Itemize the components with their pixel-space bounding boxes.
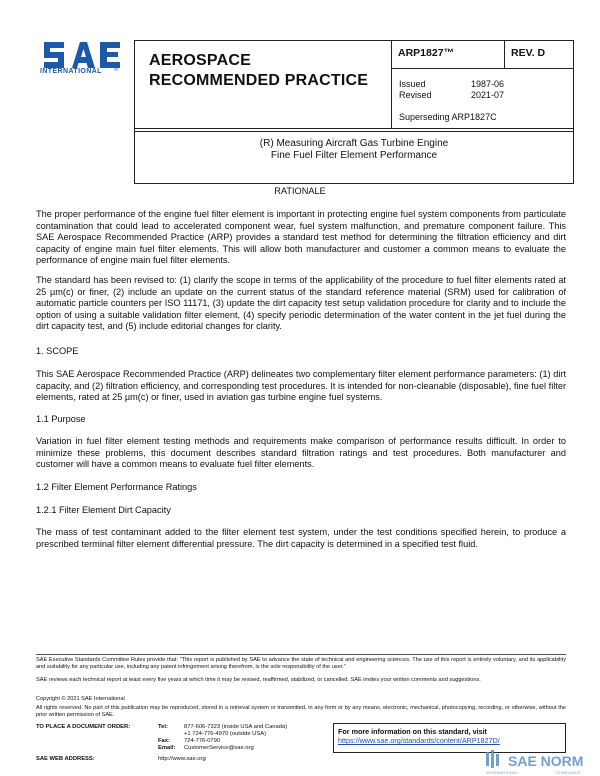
revised-date: 2021-07 — [471, 90, 505, 100]
web-address[interactable]: http://www.sae.org — [158, 756, 206, 762]
footer-rules-note: SAE Executive Standards Committee Rules provide that: “This report is published by SAE to advance the state of technical and engineering sciences. The use of this report is entirely voluntary, and its applicability and suitability for any particular use, including any patent infringement arising therefrom, is the sole responsibility of the user.” — [36, 657, 566, 670]
rationale-paragraph-2: The standard has been revised to: (1) clarify the scope in terms of the applicability of the procedure to fuel filter elements rated at 25 µm(c) or finer, (2) include an update on the current status of the standard reference material (SRM) used for calibration of automatic particle counters per ISO 11171, (3) update the dirt capacity test setup validation procedure for clarity and to include the option of using a suitable validation filter element, (4) specify periodic determination of the water content in the jet fuel during the dirt capacity test, and (5) include editorial changes for clarity. — [36, 275, 566, 331]
document-header — [134, 40, 574, 184]
purpose-paragraph: Variation in fuel filter element testing methods and requirements make comparison of performance results difficult. In order to minimize these problems, this document describes standard filtration ratings and test procedures. Both manufacturer and customer will have a common means to evaluate fuel filter elements. — [36, 436, 566, 469]
superseding-note: Superseding ARP1827C — [399, 112, 497, 122]
logo-wordmark: INTERNATIONAL — [40, 68, 102, 75]
order-label: TO PLACE A DOCUMENT ORDER: — [36, 724, 131, 730]
section-dirt-capacity-heading: 1.2.1 Filter Element Dirt Capacity — [36, 505, 171, 515]
section-purpose-heading: 1.1 Purpose — [36, 414, 86, 424]
fax-number: 724-776-0790 — [184, 738, 221, 744]
standard-link[interactable]: https://www.sae.org/standards/content/ARP1827D/ — [338, 736, 500, 745]
tel-inside-usa: 877-606-7323 (inside USA and Canada) — [184, 724, 288, 730]
email-address[interactable]: CustomerService@sae.org — [184, 745, 254, 751]
footer-rights-note: All rights reserved. No part of this publication may be reproduced, stored in a retrieval system or transmitted, in any form or by any means, electronic, mechanical, photocopying, recording, or otherwise, without the prior written permission of SAE. — [36, 705, 566, 718]
issued-label: Issued — [399, 79, 426, 89]
document-number: ARP1827™ — [398, 47, 455, 59]
scope-paragraph: This SAE Aerospace Recommended Practice (ARP) delineates two complementary filter element performance parameters: (1) dirt capacity, and (2) filtration efficiency, and corresponding test procedures. It is intended for non-cleanable (disposable), fine fuel filter elements, rated at 25 µm(c) or finer, used in aviation gas turbine engine fuel systems. — [36, 369, 566, 402]
tel-outside-usa: +1 724-776-4970 (outside USA) — [184, 731, 267, 737]
footer-review-note: SAE reviews each technical report at least every five years at which time it may be revised, reaffirmed, stabilized, or cancelled. SAE invites your written comments and suggestions. — [36, 677, 481, 683]
dirt-capacity-paragraph: The mass of test contaminant added to the filter element test system, under the test conditions specified herein, to produce a prescribed terminal filter element differential pressure. The dirt capacity is determined in a specified test fluid. — [36, 527, 566, 549]
revision-label: REV. D — [511, 47, 546, 59]
email-label: Email: — [158, 745, 176, 751]
section-ratings-heading: 1.2 Filter Element Performance Ratings — [36, 482, 197, 492]
sae-norm-watermark — [484, 748, 600, 776]
svg-text:INTERNATIONAL: INTERNATIONAL — [486, 770, 518, 775]
more-info-title: For more information on this standard, visit — [338, 727, 487, 736]
svg-text:SAE NORM: SAE NORM — [508, 753, 584, 769]
revised-label: Revised — [399, 90, 432, 100]
document-title: (R) Measuring Aircraft Gas Turbine Engine Fine Fuel Filter Element Performance — [259, 138, 449, 161]
tel-label: Tel: — [158, 724, 168, 730]
document-type: AEROSPACE RECOMMENDED PRACTICE — [149, 52, 369, 89]
fax-label: Fax: — [158, 738, 170, 744]
svg-text:STANDARDS: STANDARDS — [556, 770, 581, 775]
section-scope-heading: 1. SCOPE — [36, 346, 79, 356]
rationale-paragraph-1: The proper performance of the engine fuel filter element is important in protecting engine fuel system components from particulate contamination that could lead to accelerated component wear, fuel system malfunction, and premature component failure. This SAE Aerospace Recommended Practice (ARP) provides a standard test method for determining the filtration efficiency and dirt capacity of engine main fuel filter elements. This will allow both manufacturer and customer a common means to evaluate the performance of engine main fuel filter elements. — [36, 209, 566, 265]
rationale-heading: RATIONALE — [274, 186, 326, 196]
footer-divider — [36, 654, 566, 655]
registered-mark-icon: ® — [114, 67, 119, 73]
footer-copyright: Copyright © 2021 SAE International — [36, 696, 125, 702]
web-label: SAE WEB ADDRESS: — [36, 756, 95, 762]
issued-date: 1987-06 — [471, 79, 505, 89]
sae-logo — [38, 36, 124, 82]
